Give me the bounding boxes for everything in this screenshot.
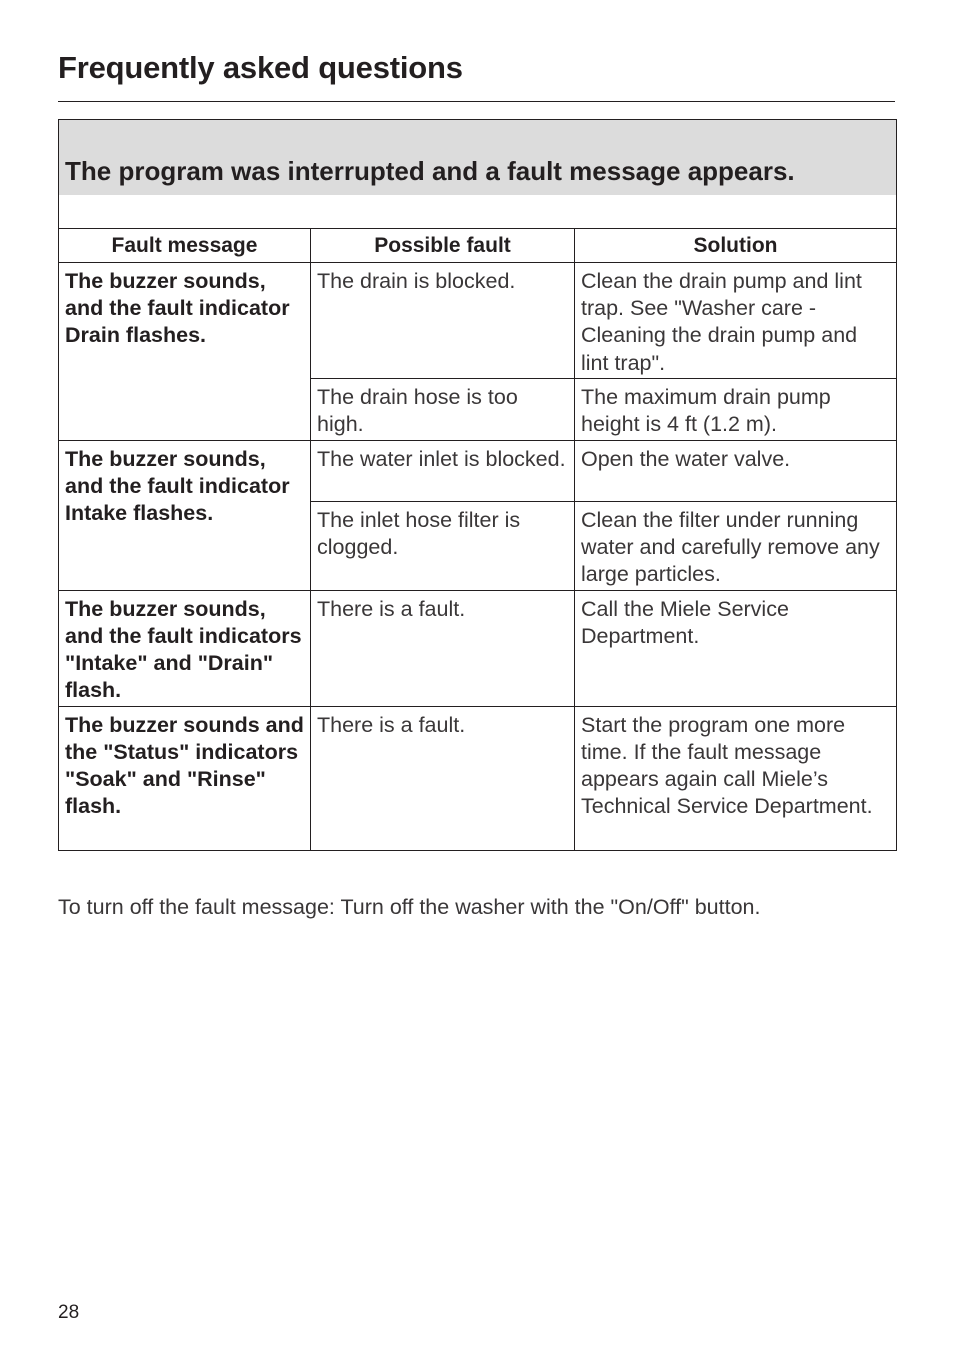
possible-fault-cell: The drain is blocked. xyxy=(311,263,575,379)
section-spacer xyxy=(59,195,897,229)
solution-cell: Clean the drain pump and lint trap. See "Washer care - Cleaning the drain pump and lint trap". xyxy=(575,263,897,379)
table-row xyxy=(59,441,897,502)
column-header-fault-message: Fault message xyxy=(59,229,311,263)
fault-off-note: To turn off the fault message: Turn off the washer with the "On/Off" button. xyxy=(58,895,761,919)
solution-cell: Open the water valve. xyxy=(575,441,897,502)
possible-fault-cell: There is a fault. xyxy=(311,590,575,706)
table-row xyxy=(59,706,897,850)
solution-cell: Call the Miele Service Department. xyxy=(575,590,897,706)
table-row xyxy=(59,590,897,706)
possible-fault-cell: The inlet hose filter is clogged. xyxy=(311,502,575,591)
solution-cell: Clean the filter under running water and carefully remove any large particles. xyxy=(575,502,897,591)
possible-fault-cell: The water inlet is blocked. xyxy=(311,441,575,502)
fault-table xyxy=(58,119,897,851)
possible-fault-cell: There is a fault. xyxy=(311,706,575,850)
section-heading-text: The program was interrupted and a fault message appears. xyxy=(65,156,795,186)
solution-cell: Start the program one more time. If the fault message appears again call Miele’s Technical Service Department. xyxy=(575,706,897,850)
page-title: Frequently asked questions xyxy=(58,50,463,85)
fault-message-cell: The buzzer sounds and the "Status" indicators "Soak" and "Rinse" flash. xyxy=(59,706,311,850)
section-heading xyxy=(59,120,897,196)
solution-cell: The maximum drain pump height is 4 ft (1.2 m). xyxy=(575,379,897,441)
fault-message-cell: The buzzer sounds, and the fault indicator Intake flashes. xyxy=(59,441,311,591)
column-header-possible-fault: Possible fault xyxy=(311,229,575,263)
table-header-row xyxy=(59,229,897,263)
table-row xyxy=(59,263,897,379)
column-header-solution: Solution xyxy=(575,229,897,263)
possible-fault-cell: The drain hose is too high. xyxy=(311,379,575,441)
page-number: 28 xyxy=(58,1302,80,1323)
title-divider xyxy=(58,101,895,102)
fault-message-cell: The buzzer sounds, and the fault indicators "Intake" and "Drain" flash. xyxy=(59,590,311,706)
fault-message-cell: The buzzer sounds, and the fault indicator Drain flashes. xyxy=(59,263,311,441)
